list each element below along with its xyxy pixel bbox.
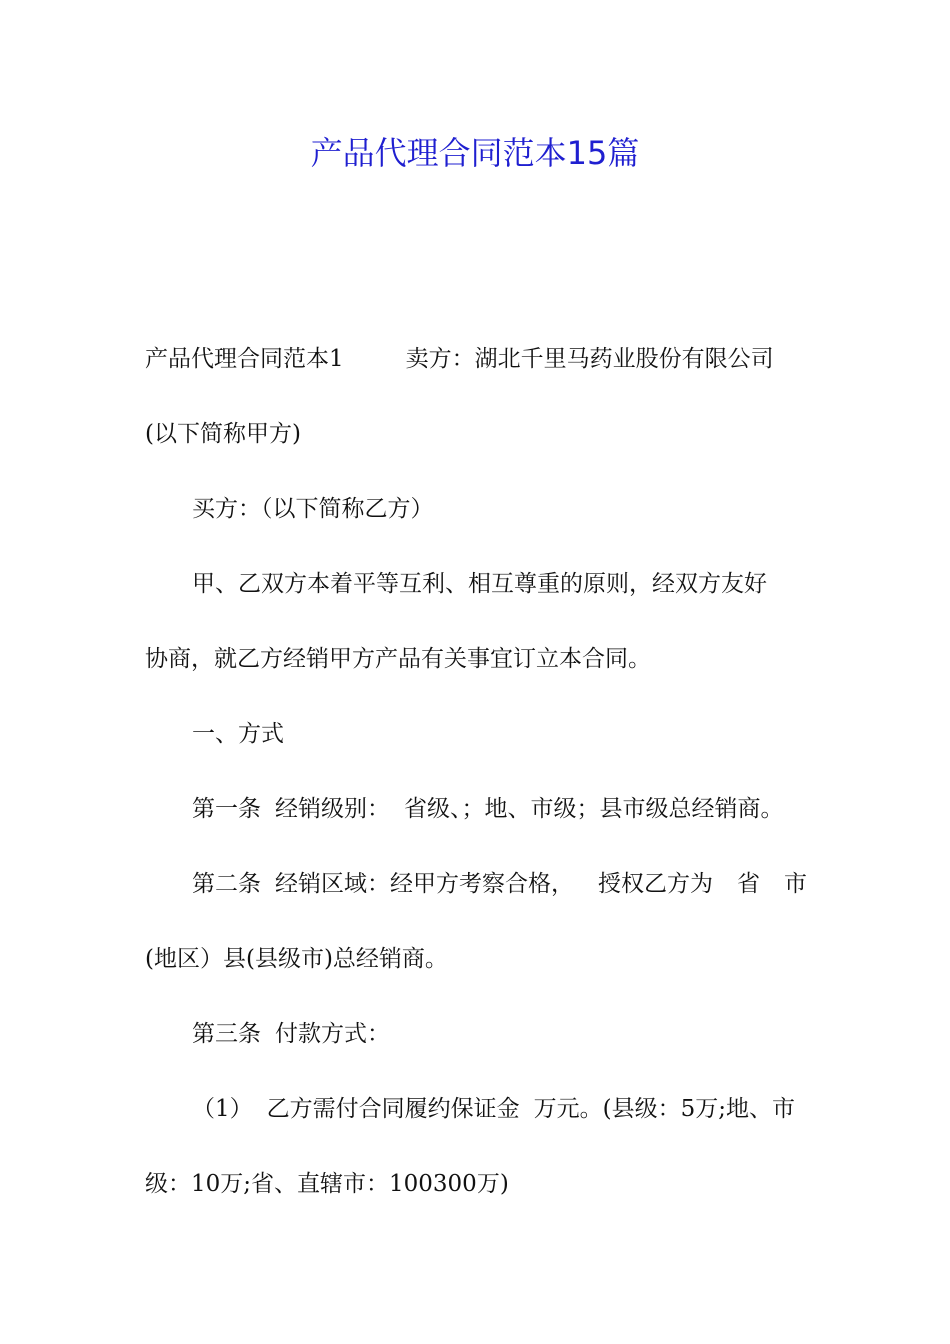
line-7 [145, 786, 807, 861]
paragraph-text: 协商，就乙方经销甲方产品有关事宜订立本合同。 [145, 646, 651, 672]
line-9 [145, 936, 807, 1011]
article-label: 付款方式： [275, 1021, 390, 1047]
paragraph-text: 甲、乙双方本着平等互利、相互尊重的原则，经双方友好 [192, 571, 767, 597]
article-text: 市 [784, 871, 807, 897]
line-3 [145, 486, 807, 561]
line-5 [145, 636, 807, 711]
article-number: 第三条 [192, 1021, 261, 1047]
line-2 [145, 411, 807, 486]
article-text: 级：10万;省、直辖市：100300万) [145, 1171, 509, 1197]
article-text: 经销区域：经甲方考察合格， [275, 871, 574, 897]
section-heading: 一、方式 [192, 721, 284, 747]
line-11 [145, 1086, 807, 1161]
contract-heading: 产品代理合同范本1 [145, 346, 344, 372]
article-number: 第二条 [192, 871, 261, 897]
seller-abbrev: (以下简称甲方) [145, 421, 301, 447]
article-text: (地区）县(县级市)总经销商。 [145, 946, 448, 972]
article-text: 万元。(县级：5万;地、市 [533, 1096, 795, 1122]
seller-text: 卖方：湖北千里马药业股份有限公司 [405, 346, 774, 372]
article-label: 经销级别： [275, 796, 390, 822]
article-text: 乙方需付合同履约保证金 [266, 1096, 520, 1122]
article-text: 省 [737, 871, 760, 897]
line-8 [145, 861, 807, 936]
line-12 [145, 1161, 807, 1236]
document-body [145, 336, 807, 1236]
buyer-text: 买方：（以下简称乙方） [192, 496, 434, 522]
document-title: 产品代理合同范本15篇 [310, 134, 640, 172]
article-number: 第一条 [192, 796, 261, 822]
line-4 [145, 561, 807, 636]
article-text: 授权乙方为 [598, 871, 713, 897]
list-number: （1） [192, 1096, 253, 1122]
article-text: 省级、；地、市级；县市级总经销商。 [404, 796, 784, 822]
line-10 [145, 1011, 807, 1086]
line-6 [145, 711, 807, 786]
line-1 [145, 336, 807, 411]
